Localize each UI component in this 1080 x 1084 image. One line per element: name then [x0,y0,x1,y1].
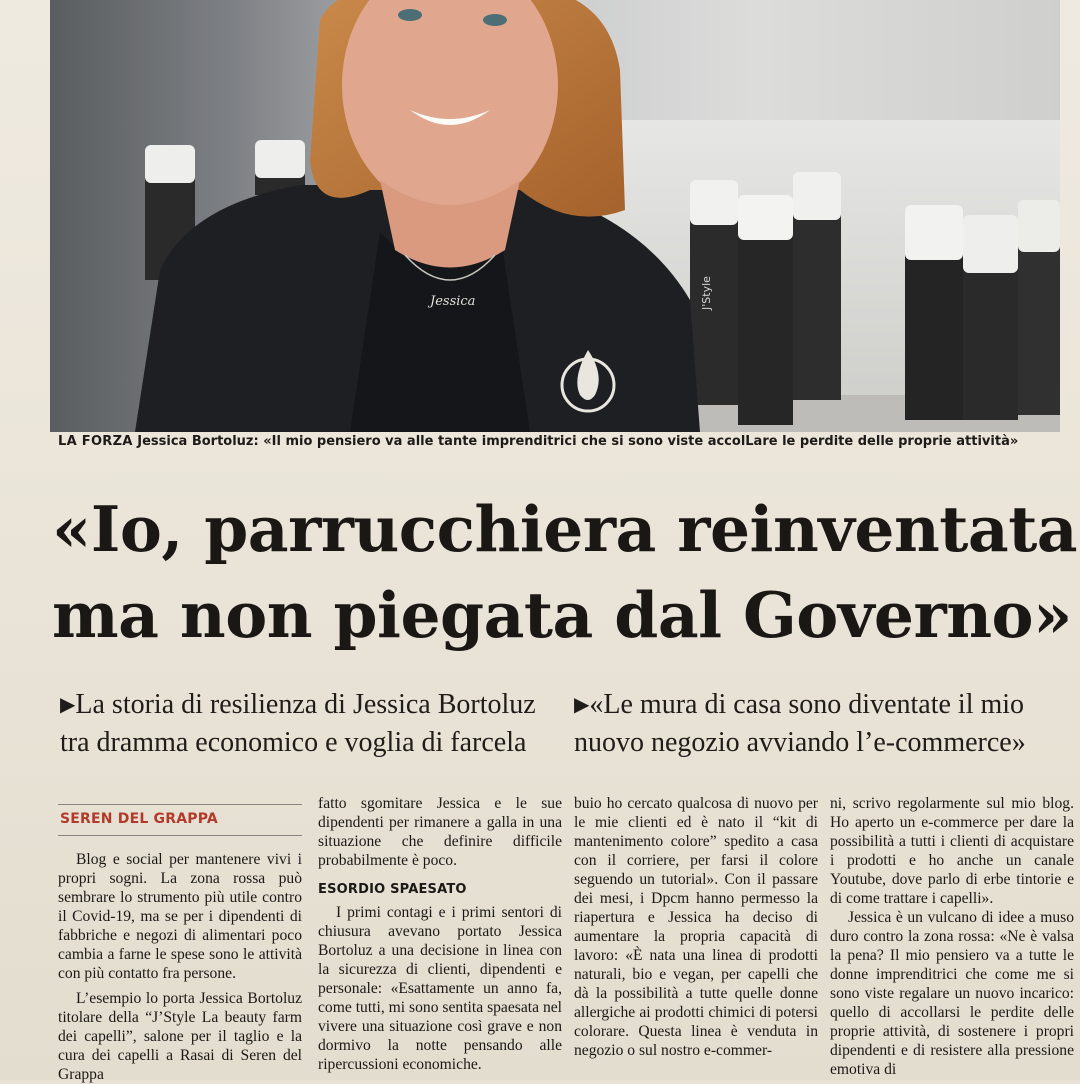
subhead-left-line-1: La storia di resilienza di Jessica Bortoluz [75,689,536,720]
subhead-right-line-2: nuovo negozio avviando l’e-commerce» [574,727,1026,758]
triangle-bullet-icon: ▶ [574,694,590,716]
article-column-2 [318,794,562,1074]
photo-caption [58,434,1058,449]
article-paragraph: Jessica è un vulcano di idee a muso duro contro la zona rossa: «Ne è valsa la pena? Il mio pensiero va a tutte le donne imprenditrici che come me si sono viste regalare un nuovo incarico: quello di accollarsi le perdite delle proprie attività, di sostenere i propri dipendenti e di resistere alla pressione emotiva di [830,909,1074,1078]
caption-text: Jessica Bortoluz: «Il mio pensiero va alle tante imprenditrici che si sono viste accolLare le perdite delle proprie attività» [137,434,1019,449]
triangle-bullet-icon: ▶ [60,694,76,716]
article-paragraph: fatto sgomitare Jessica e le sue dipendenti per rimanere a galla in una situazione che definire difficile probabilmente è poco. [318,795,562,869]
subhead-left [60,686,560,762]
dateline-kicker: SEREN DEL GRAPPA [58,804,302,836]
article-column-3 [574,794,818,1060]
article-column-4 [830,794,1074,1079]
article-paragraph: buio ho cercato qualcosa di nuovo per le mie clienti ed è nato il “kit di mantenimento colore” spedito a casa con il corriere, per farsi il colore seguendo un tutorial». Con il passare dei mesi, i Dpcm hanno permesso la riapertura e Jessica ha deciso di aumentare la propria capacità di lavoro: «È nata una linea di prodotti naturali, bio e vegan, per capelli che dà la possibilità a tutte quelle donne allergiche ai prodotti chimici di potersi colorare. Questa linea è venduta in negozio o sul nostro e-commer- [574,795,818,1059]
article-photo [50,0,1060,432]
necklace-label: Jessica [430,294,476,309]
subhead-left-line-2: tra dramma economico e voglia di farcela [60,727,527,758]
article-paragraph: Blog e social per mantenere vivi i propri sogni. La zona rossa può sembrare lo strumento più utile contro il Covid-19, ma se per i dipendenti di fabbriche e negozi di alimentari poco cambia a farne le spese sono le attività con più contatto fra persone. [58,851,302,982]
section-subhead: ESORDIO SPAESATO [318,882,467,897]
subhead-right-line-1: «Le mura di casa sono diventate il mio [589,689,1025,720]
article-paragraph: L’esempio lo porta Jessica Bortoluz titolare della “J’Style La beauty farm dei capelli”, salone per il taglio e la cura dei capelli a Rasai di Seren del Grappa [58,990,302,1083]
caption-tag: LA FORZA [58,434,133,449]
article-column-1 [58,794,302,1084]
article-paragraph: ni, scrivo regolarmente sul mio blog. Ho aperto un e-commerce per dare la possibilità a tutti i clienti di acquistare i prodotti e ho anche un canale Youtube, dove parlo di erbe tintorie e di come trattare i capelli». [830,795,1074,907]
article-paragraph: I primi contagi e i primi sentori di chiusura avevano portato Jessica Bortoluz a una decisione in linea con la sicurezza di clienti, dipendenti e personale: «Esattamente un anno fa, come tutti, mi sono sentita spaesata nel vivere una situazione così grave e non dormivo la notte pensando alle ripercussioni economiche. [318,904,562,1073]
portrait-illustration [50,0,1060,432]
headline-line-2: ma non piegata dal Governo» [52,578,1072,652]
subhead-right [574,686,1080,762]
headline-line-1: «Io, parrucchiera reinventata [52,492,1078,566]
headline [52,486,1078,658]
bottle-label: J'Style [700,276,713,310]
